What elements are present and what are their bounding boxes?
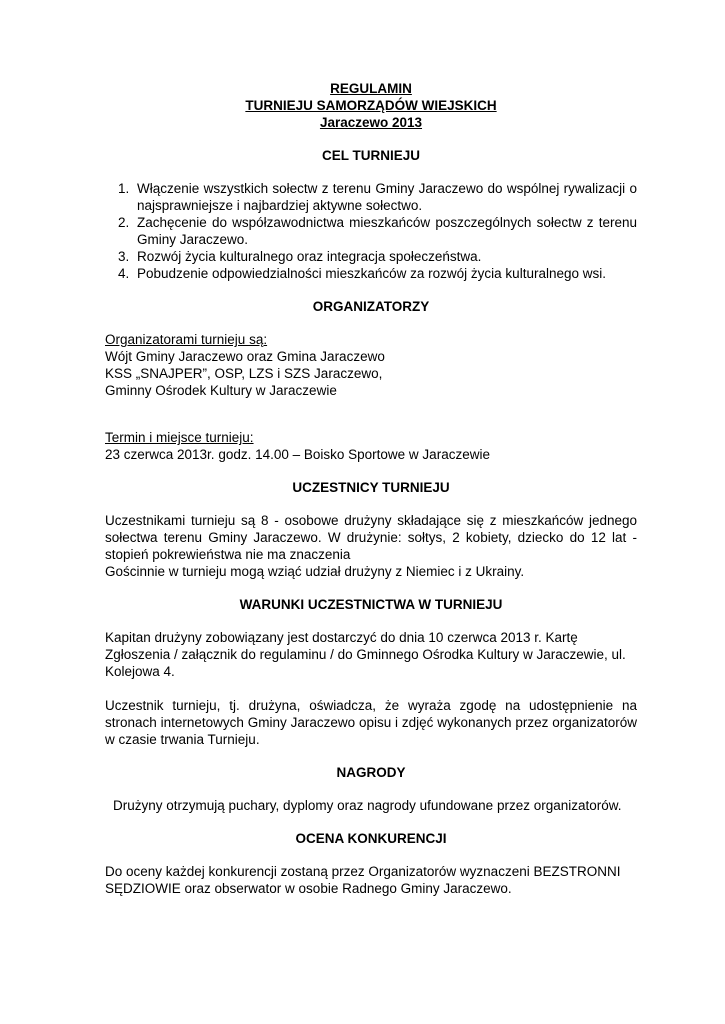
ocena-paragraph: Do oceny każdej konkurencji zostaną przez Organizatorów wyznaczeni BEZSTRONNI SĘDZIOWIE oraz obserwator w osobie Radnego Gminy Jaraczewo. [105,864,621,896]
goals-list [105,180,637,282]
guests-line: Gościnnie w turnieju mogą wziąć udział drużyny z Niemiec i z Ukrainy. [105,564,525,579]
term-block [105,429,637,463]
document-title [105,80,637,131]
warunki-paragraph-2: Uczestnik turnieju, tj. drużyna, oświadcza, że wyraża zgodę na udostępnienie na stronach internetowych Gminy Jaraczewo opisu i zdjęć wykonanych przez organizatorów w czasie trwania Turnieju. [105,698,637,747]
organizers-block [105,331,637,399]
organizers-label: Organizatorami turnieju są: [105,332,268,347]
warunki-paragraph-1: Kapitan drużyny zobowiązany jest dostarczyć do dnia 10 czerwca 2013 r. Kartę Zgłoszenia / załącznik do regulaminu / do Gminnego Ośrodka Kultury w Jaraczewie, ul. Kolejowa 4. [105,630,626,679]
heading-uczestnicy: UCZESTNICY TURNIEJU [292,480,450,495]
heading-warunki: WARUNKI UCZESTNICTWA W TURNIEJU [239,597,503,612]
organizer-line-2: KSS „SNAJPER”, OSP, LZS i SZS Jaraczewo, [105,366,383,381]
heading-nagrody: NAGRODY [336,765,406,780]
title-line-1: REGULAMIN [330,81,412,96]
organizer-line-1: Wójt Gminy Jaraczewo oraz Gmina Jaraczewo [105,349,385,364]
goal-item-2: 2. Zachęcenie do współzawodnictwa mieszkańców poszczególnych sołectw z terenu Gminy Jaraczewo. [133,214,637,248]
title-line-3: Jaraczewo 2013 [319,115,423,130]
heading-cel-turnieju: CEL TURNIEJU [321,148,420,163]
heading-organizatorzy: ORGANIZATORZY [312,299,430,314]
nagrody-paragraph: Drużyny otrzymują puchary, dyplomy oraz nagrody ufundowane przez organizatorów. [113,798,622,813]
term-label: Termin i miejsce turnieju: [105,430,254,445]
goal-item-4: 4. Pobudzenie odpowiedzialności mieszkańców za rozwój życia kulturalnego wsi. [133,265,637,282]
organizer-line-3: Gminny Ośrodek Kultury w Jaraczewie [105,383,337,398]
participants-paragraph: Uczestnikami turnieju są 8 - osobowe drużyny składające się z mieszkańców jednego sołectwa terenu Gminy Jaraczewo. W drużynie: sołtys, 2 kobiety, dziecko do 12 lat - stopień pokrewieństwa nie ma znaczenia [105,513,637,562]
term-line: 23 czerwca 2013r. godz. 14.00 – Boisko Sportowe w Jaraczewie [105,447,490,462]
title-line-2: TURNIEJU SAMORZĄDÓW WIEJSKICH [245,98,497,113]
heading-ocena: OCENA KONKURENCJI [295,831,447,846]
goal-item-1: 1. Włączenie wszystkich sołectw z terenu Gminy Jaraczewo do wspólnej rywalizacji o najsprawniejsze i najbardziej aktywne sołectwo. [133,180,637,214]
goal-item-3: 3. Rozwój życia kulturalnego oraz integracja społeczeństwa. [133,248,637,265]
